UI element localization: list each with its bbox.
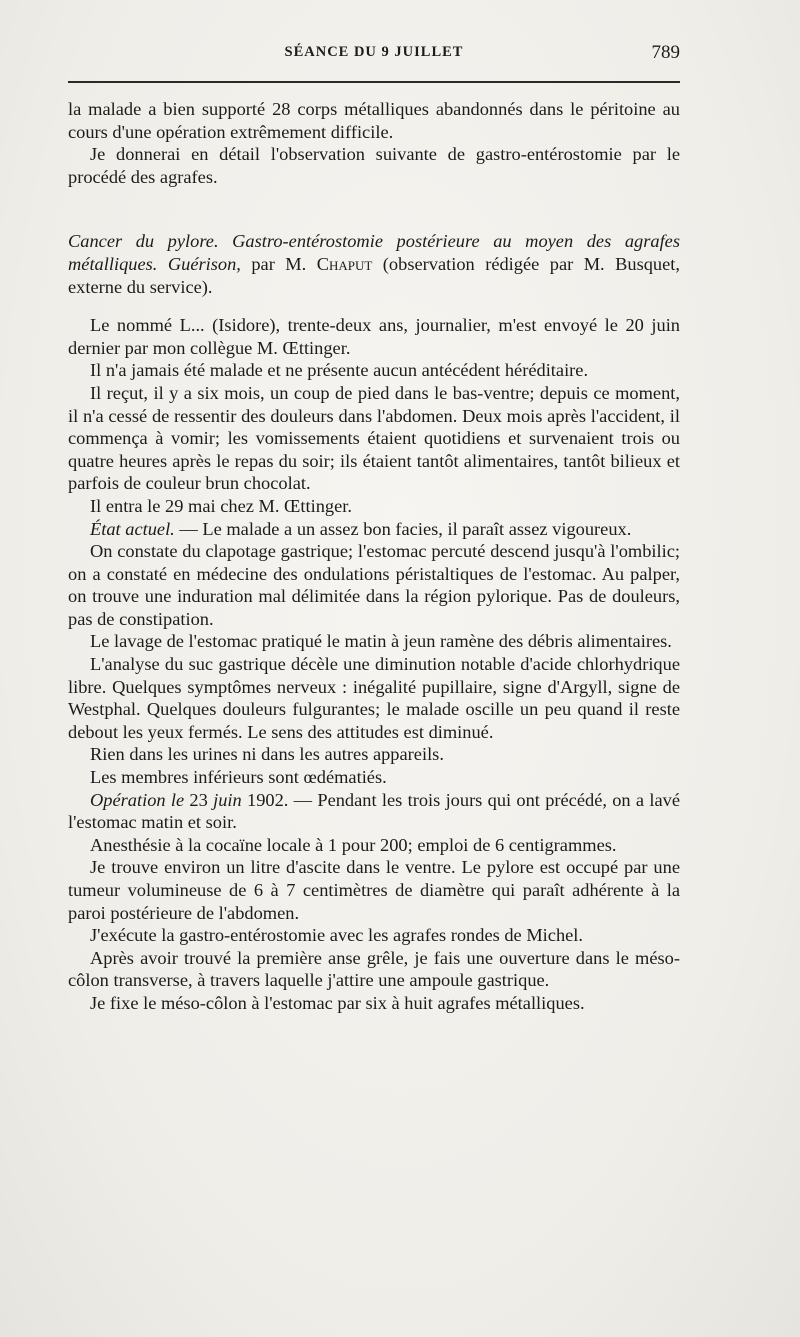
paragraph: Je fixe le méso-côlon à l'estomac par six à huit agrafes métalliques. [90, 992, 585, 1013]
paragraph: Les membres inférieurs sont œdématiés. [90, 767, 387, 788]
operation-date-day: 23 [184, 789, 214, 810]
paragraph: J'exécute la gastro-entérostomie avec les agrafes rondes de Michel. [90, 925, 584, 946]
paragraph: Il n'a jamais été malade et ne présente aucun antécédent héréditaire. [90, 360, 589, 381]
paragraph: Après avoir trouvé la première anse grêle, je fais une ouverture dans le méso-côlon transverse, à travers laquelle j'attire une ampoule gastrique. [68, 947, 680, 991]
paragraph: Je donnerai en détail l'observation suivante de gastro-entérostomie par le procédé des agrafes. [68, 144, 680, 187]
paragraph-text: 1902. — Pendant les trois jours qui ont précédé, on a lavé l'estomac matin et soir. [68, 789, 680, 833]
observation-title-par: par M. [240, 253, 317, 274]
operation-date-month: juin [213, 789, 242, 810]
paragraph-text: — Le malade a un assez bon facies, il paraît assez vigoureux. [174, 518, 632, 539]
paragraph [68, 789, 680, 834]
paragraph: On constate du clapotage gastrique; l'estomac percuté descend jusqu'à l'ombilic; on a constaté en médecine des ondulations péristaltiques de l'estomac. Au palper, on trouve une induration mal délimitée dans la région pylorique. Pas de douleurs, pas de constipation. [68, 541, 680, 629]
section-label: État actuel. [90, 518, 175, 539]
observation-title-italic: Cancer du pylore. Gastro-entérostomie postérieure au moyen des agrafes métalliques. Guérison, [68, 231, 680, 274]
paragraph: Le nommé L... (Isidore), trente-deux ans, journalier, m'est envoyé le 20 juin dernier par mon collègue M. Œttinger. [68, 315, 680, 358]
paragraph: Il reçut, il y a six mois, un coup de pied dans le bas-ventre; depuis ce moment, il n'a cessé de ressentir des douleurs dans l'abdomen. Deux mois après l'accident, il commença à vomir; les vomissements étaient quotidiens et survenaient trois ou quatre heures après le repas du soir; ils étaient tantôt alimentaires, tantôt bilieux et parfois de couleur brun chocolat. [68, 382, 680, 494]
paragraph: L'analyse du suc gastrique décèle une diminution notable d'acide chlorhydrique libre. Quelques symptômes nerveux : inégalité pupillaire, signe d'Argyll, signe de Westphal. Quelques douleurs fulgurantes; le malade oscille un peu quand il reste debout les yeux fermés. Le sens des attitudes est diminué. [68, 654, 680, 742]
section-label: Opération le [90, 789, 185, 810]
paragraph: Anesthésie à la cocaïne locale à 1 pour 200; emploi de 6 centigrammes. [90, 834, 617, 855]
body-text [68, 98, 680, 1015]
observation-title [68, 230, 680, 298]
paragraph: Le lavage de l'estomac pratiqué le matin à jeun ramène des débris alimentaires. [90, 631, 672, 652]
paragraph: Je trouve environ un litre d'ascite dans le ventre. Le pylore est occupé par une tumeur volumineuse de 6 à 7 centimètres de diamètre qui paraît adhérente à la paroi postérieure de l'abdomen. [68, 857, 680, 923]
page-header [68, 44, 680, 72]
paragraph: Il entra le 29 mai chez M. Œttinger. [90, 495, 352, 516]
paragraph: la malade a bien supporté 28 corps métalliques abandonnés dans le péritoine au cours d'une opération extrêmement difficile. [68, 99, 680, 142]
running-title: SÉANCE DU 9 JUILLET [284, 44, 464, 60]
observation-author: Chaput [316, 253, 373, 274]
header-rule [68, 81, 680, 83]
observation-title-rest: (observation rédigée par M. Busquet, externe du service). [68, 253, 680, 297]
paragraph: Rien dans les urines ni dans les autres appareils. [90, 744, 444, 765]
page-number: 789 [651, 42, 680, 63]
paragraph [68, 518, 680, 541]
